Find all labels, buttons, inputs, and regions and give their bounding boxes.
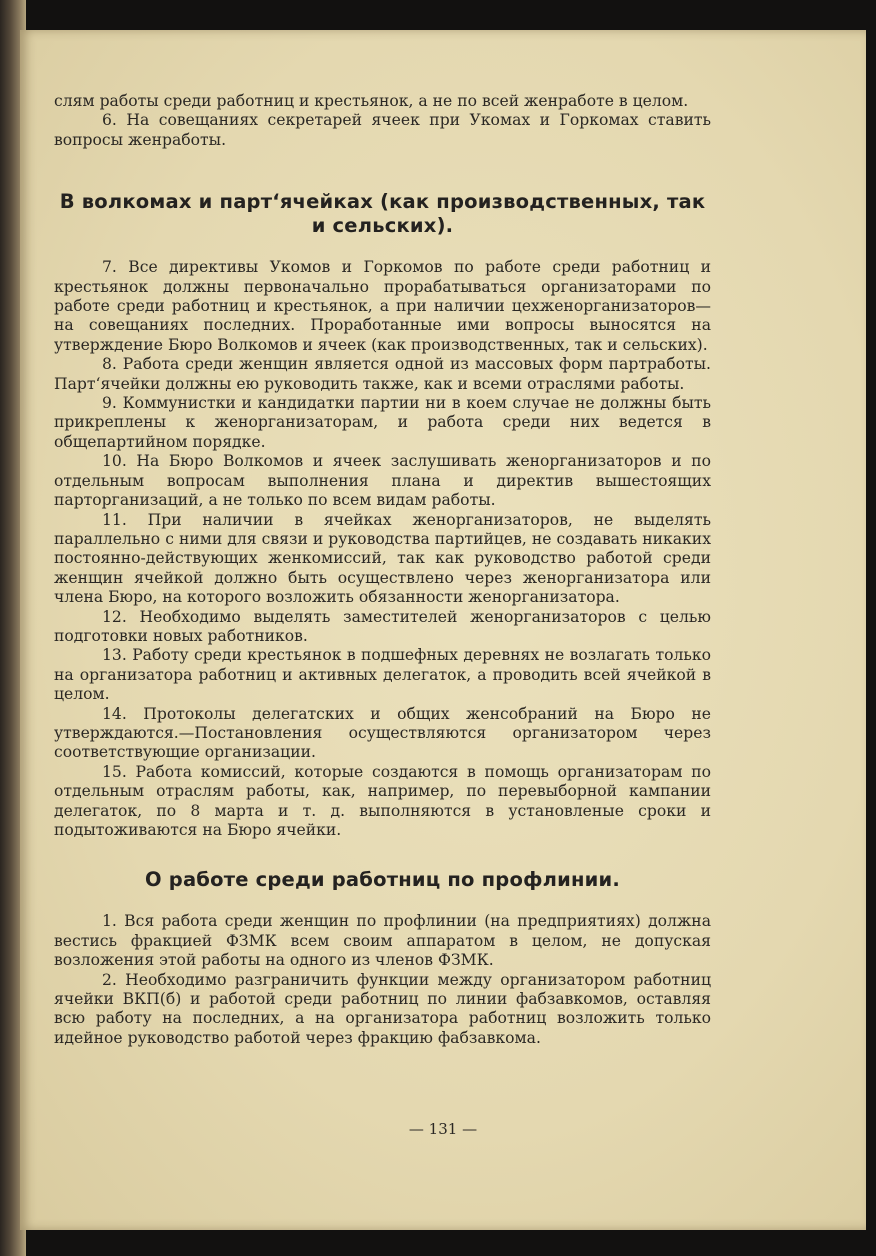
section-heading-volkoms: В волкомах и парт‘ячейках (как производственных, так и сельских). <box>59 190 706 238</box>
page-content <box>54 92 711 1048</box>
paragraph-10: 10. На Бюро Волкомов и ячеек заслушивать женорганизаторов и по отдельным вопросам выполнения плана и директив вышестоящих парторганизаций, а не только по всем видам работы. <box>54 452 711 510</box>
paragraph-prof-2: 2. Необходимо разграничить функции между организатором работниц ячейки ВКП(б) и работой среди работниц по линии фабзавкомов, оставляя всю работу на последних, а на организатора работниц возложить только идейное руководство работой через фракцию фабзавкома. <box>54 970 711 1047</box>
paragraph-6: 6. На совещаниях секретарей ячеек при Укомах и Горкомах ставить вопросы женработы. <box>54 111 711 149</box>
paragraph-11: 11. При наличии в ячейках женорганизаторов, не выделять параллельно с ними для связи и руководства партийцев, не создавать никаких постоянно-действующих женкомиссий, так как руководство работой среди женщин ячейкой должно быть осуществлено через женорганизатора или члена Бюро, на которого возложить обязанности женорганизатора. <box>54 510 711 607</box>
paragraph-13: 13. Работу среди крестьянок в подшефных деревнях не возлагать только на организатора работниц и активных делегаток, а проводить всей ячейкой в целом. <box>54 646 711 704</box>
paragraph-8: 8. Работа среди женщин является одной из массовых форм партработы. Парт‘ячейки должны ею руководить также, как и всеми отраслями работы. <box>54 355 711 393</box>
paragraph-14: 14. Протоколы делегатских и общих женсобраний на Бюро не утверждаются.—Постановления осуществляются организатором через соответствующие организации. <box>54 704 711 762</box>
paragraph-15: 15. Работа комиссий, которые создаются в помощь организаторам по отдельным отраслям работы, как, например, по перевыборной кампании делегаток, по 8 марта и т. д. выполняются в установленые сроки и подытоживаются на Бюро ячейки. <box>54 762 711 839</box>
paragraph-12: 12. Необходимо выделять заместителей женорганизаторов с целью подготовки новых работников. <box>54 607 711 645</box>
paragraph-9: 9. Коммунистки и кандидатки партии ни в коем случае не должны быть прикреплены к женорганизаторам, и работа среди них ведется в общепартийном порядке. <box>54 394 711 451</box>
section-heading-proflinia: О работе среди работниц по профлинии. <box>145 868 620 892</box>
paragraph-continued: слям работы среди работниц и крестьянок, а не по всей женработе в целом. <box>54 92 689 110</box>
paragraph-prof-1: 1. Вся работа среди женщин по профлинии (на предприятиях) должна вестись фракцией ФЗМК всем своим аппаратом в целом, не допуская возложения этой работы на одного из членов ФЗМК. <box>54 912 711 970</box>
paragraph-7: 7. Все директивы Укомов и Горкомов по работе среди работниц и крестьянок должны первоначально прорабатываться организаторами по работе среди работниц и крестьянок, а при наличии цехженорганизаторов—на совещаниях последних. Проработанные ими вопросы выносятся на утверждение Бюро Волкомов и ячеек (как производственных, так и сельских). <box>54 258 711 354</box>
page-number: — 131 — <box>408 1120 478 1138</box>
document-page <box>20 30 866 1230</box>
